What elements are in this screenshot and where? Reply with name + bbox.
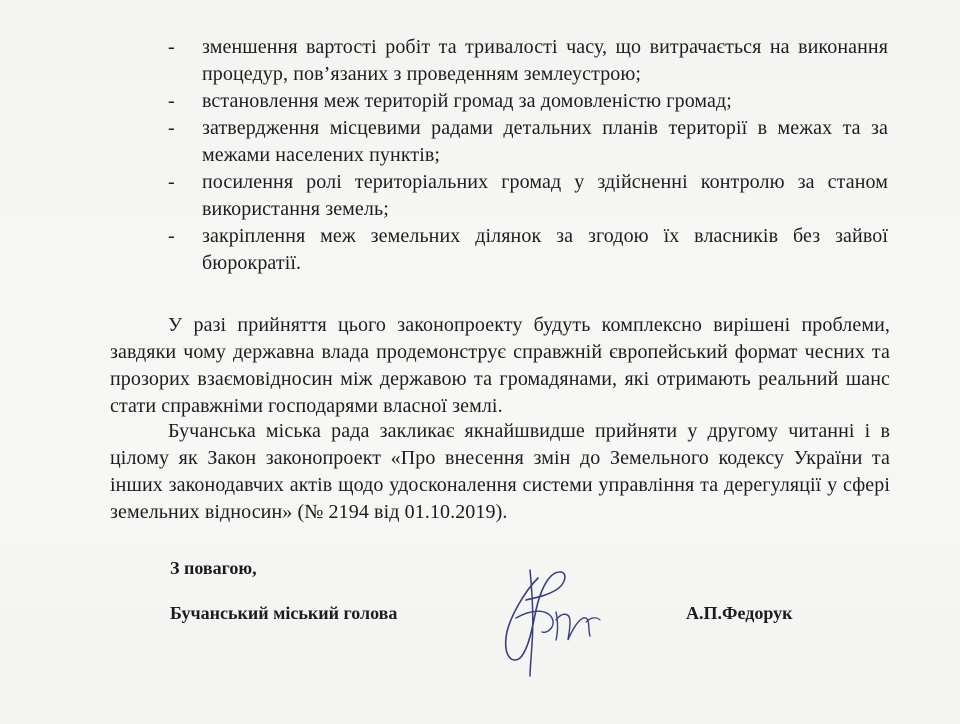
bullet-text: затвердження місцевими радами детальних планів території в межах та за межами населених пунктів; xyxy=(202,117,888,166)
bullet-dash: - xyxy=(168,90,175,112)
bullet-dash: - xyxy=(168,225,175,247)
signer-position: Бучанський міський голова xyxy=(170,603,398,623)
list-item xyxy=(168,169,888,223)
bullet-list xyxy=(168,34,888,277)
list-item xyxy=(168,34,888,88)
bullet-text: встановлення меж територій громад за домовленістю громад; xyxy=(202,90,732,112)
bullet-text: зменшення вартості робіт та тривалості часу, що витрачається на виконання процедур, пов’язаних з проведенням землеустрою; xyxy=(202,36,888,85)
paragraph-appeal: Бучанська міська рада закликає якнайшвидше прийняти у другому читанні і в цілому як Закон законопроект «Про внесення змін до Земельного кодексу України та інших законодавчих актів щодо удосконалення системи управління та дерегуляції у сфері земельних відносин» (№ 2194 від 01.10.2019). xyxy=(110,420,890,523)
bullet-dash: - xyxy=(168,171,175,193)
list-item xyxy=(168,223,888,277)
bullet-text: закріплення меж земельних ділянок за згодою їх власників без зайвої бюрократії. xyxy=(202,225,888,274)
list-item xyxy=(168,88,888,115)
signer-name: А.П.Федорук xyxy=(686,603,793,623)
bullet-dash: - xyxy=(168,36,175,58)
handwritten-signature xyxy=(486,560,616,680)
bullet-text: посилення ролі територіальних громад у здійсненні контролю за станом використання земель; xyxy=(202,171,888,220)
list-item xyxy=(168,115,888,169)
paragraph-outcome: У разі прийняття цього законопроекту будуть комплексно вирішені проблеми, завдяки чому державна влада продемонструє справжній європейський формат чесних та прозорих взаємовідносин між державою та громадянами, які отримають реальний шанс стати справжніми господарями власної землі. xyxy=(110,314,890,417)
closing-salutation: З повагою, xyxy=(170,558,257,578)
bullet-dash: - xyxy=(168,117,175,139)
